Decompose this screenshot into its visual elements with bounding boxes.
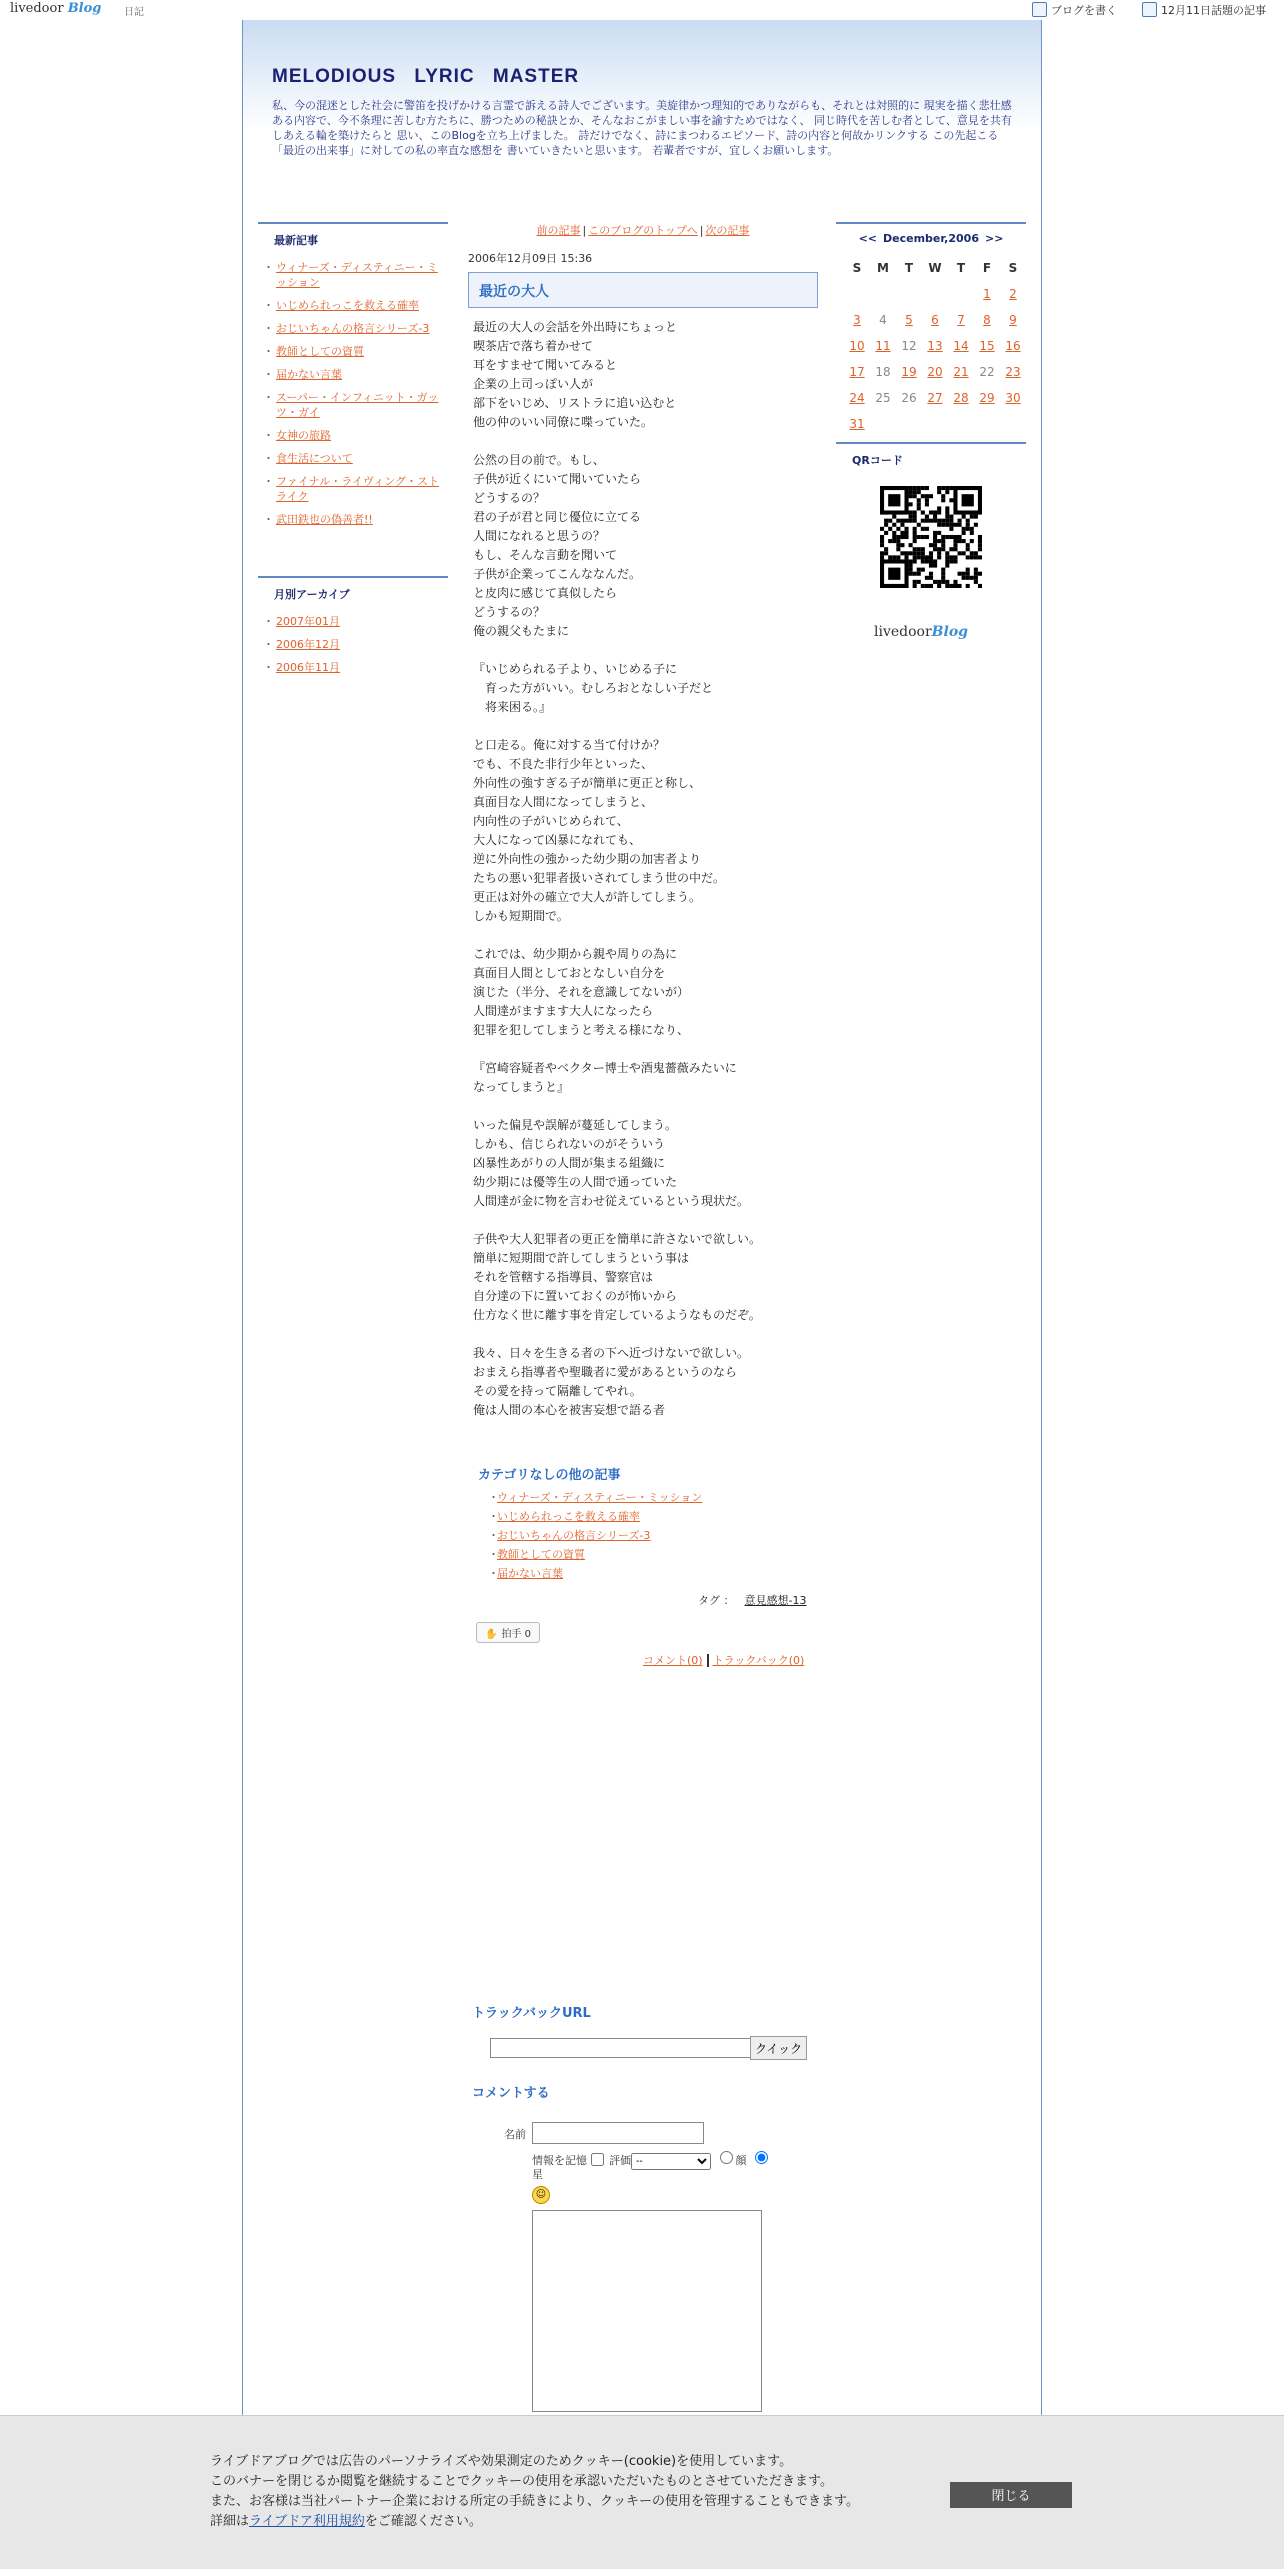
cookie-line-1: ライブドアブログでは広告のパーソナライズや効果測定のためクッキー(cookie)を使用しています。 — [210, 2454, 793, 2469]
rating-select[interactable] — [631, 2153, 711, 2170]
calendar-week-row — [844, 411, 1026, 437]
calendar-day-link[interactable]: 10 — [849, 339, 865, 353]
entry-paragraph: と口走る。俺に対する当て付けか？ でも、不良た非行少年といった、 外向性の強すぎる子が簡単に更正と称し、 真面目な人間になってしまうと、 内向性の子がいじめられて、 大人になって凶暴になれても、 逆に外向性の強かった幼少期の加害者より たちの悪い犯罪者扱いされてしまう世の中だ。 更正は対外の確立で大人が許してしまう。 しかも短期間で。 — [473, 738, 726, 923]
face-radio[interactable] — [720, 2151, 733, 2164]
calendar-day — [922, 359, 948, 385]
calendar-day — [896, 307, 922, 333]
calendar-day-link[interactable]: 28 — [953, 391, 969, 405]
star-radio[interactable] — [755, 2151, 768, 2164]
recent-post-item — [266, 367, 448, 382]
topic-link[interactable] — [1142, 2, 1266, 18]
cookie-line-4-post: をご確認ください。 — [364, 2514, 482, 2529]
archive-item — [266, 660, 448, 675]
calendar-weekday-row — [844, 255, 1026, 281]
other-post-item — [488, 1566, 702, 1581]
recent-post-link[interactable]: 届かない言葉 — [276, 368, 342, 381]
other-post-item — [488, 1528, 702, 1543]
calendar-day: 25 — [875, 391, 891, 405]
other-post-link[interactable]: いじめられっこを救える確率 — [497, 1510, 640, 1523]
calendar-next-link[interactable]: >> — [984, 232, 1004, 245]
calendar-day-link[interactable]: 3 — [853, 313, 861, 327]
calendar-day — [948, 281, 974, 307]
calendar-day-link[interactable]: 6 — [931, 313, 939, 327]
calendar-day-link[interactable]: 31 — [849, 417, 865, 431]
calendar-day-link[interactable]: 2 — [1009, 287, 1017, 301]
calendar-day-link[interactable]: 9 — [1009, 313, 1017, 327]
calendar-day — [974, 385, 1000, 411]
tag-link[interactable]: 意見感想-13 — [744, 1594, 807, 1607]
livedoor-blog-logo[interactable] — [10, 1, 101, 16]
calendar-day — [1000, 307, 1026, 333]
calendar-day-link[interactable]: 14 — [953, 339, 969, 353]
comment-options-row — [532, 2148, 771, 2170]
entry-paragraph: 子供や大人犯罪者の更正を簡単に許さないで欲しい。 簡単に短期間で許してしまうという事は それを管轄する指導員、警察官は 自分達の下に置いておくのが怖いから 仕方なく世に離す事を肯定しているようなものだぞ。 — [473, 1232, 762, 1322]
calendar-weekday: S — [1008, 261, 1018, 275]
topic-label: 12月11日話題の記事 — [1161, 4, 1266, 17]
nikki-label: 日記 — [124, 7, 144, 18]
comment-trackback-links — [643, 1652, 804, 1668]
archive-link[interactable]: 2007年01月 — [276, 615, 340, 628]
livedoor-blog-logo-sidebar[interactable] — [874, 624, 968, 640]
calendar-day — [1000, 385, 1026, 411]
entry-paragraph: これでは、幼少期から親や周りの為に 真面目人間としておとなしい自分を 演じた（半分、それを意識してないが） 人間達がますます大人になったら 犯罪を犯してしまうと考える様になり、 — [473, 947, 690, 1037]
remember-checkbox[interactable] — [591, 2153, 604, 2166]
calendar-weekday: W — [928, 261, 942, 275]
calendar-week-row — [844, 307, 1026, 333]
emoji-icon[interactable]: ☺ — [532, 2186, 550, 2204]
entry-body — [473, 318, 813, 1439]
calendar-day — [948, 359, 974, 385]
calendar-day — [844, 359, 870, 385]
calendar-month: December,2006 — [883, 232, 979, 245]
next-entry-link[interactable]: 次の記事 — [705, 224, 750, 237]
calendar-day-link[interactable]: 23 — [1005, 365, 1021, 379]
calendar-day-link[interactable]: 16 — [1005, 339, 1021, 353]
calendar-week-row — [844, 385, 1026, 411]
face-label: 顔 — [735, 2154, 747, 2167]
archive-link[interactable]: 2006年12月 — [276, 638, 340, 651]
cookie-close-button[interactable]: 閉じる — [950, 2482, 1072, 2508]
clap-hands-icon: ✋ — [485, 1629, 498, 1640]
calendar-week-row — [844, 359, 1026, 385]
other-post-link[interactable]: 届かない言葉 — [497, 1567, 563, 1580]
calendar-box — [836, 222, 1026, 437]
other-post-link[interactable]: ウィナーズ・ディスティニー・ミッション — [497, 1491, 703, 1504]
recent-post-item — [266, 298, 448, 313]
calendar-day — [922, 411, 948, 437]
link-separator — [707, 1654, 709, 1667]
calendar-weekday: M — [877, 261, 889, 275]
cookie-text — [210, 2452, 859, 2532]
entry-paragraph: 最近の大人の会話を外出時にちょっと 喫茶店で落ち着かせて 耳をすませて聞いてみると 企業の上司っぽい人が 部下をいじめ、リストラに追い込むと 他の仲のいい同僚に喋っていた。 — [473, 320, 678, 429]
qr-box — [836, 442, 1026, 468]
calendar-day: 4 — [879, 313, 887, 327]
calendar-day — [922, 281, 948, 307]
other-post-item — [488, 1509, 702, 1524]
calendar-day — [974, 307, 1000, 333]
recent-post-link[interactable]: おじいちゃんの格言シリーズ-3 — [276, 322, 430, 335]
recent-post-link[interactable]: 女神の旅路 — [276, 429, 331, 442]
calendar-day — [974, 411, 1000, 437]
cookie-line-2: このバナーを閉じるか閲覧を継続することでクッキーの使用を承認いただいたものとさせていただきます。 — [210, 2474, 833, 2489]
calendar-day-link[interactable]: 13 — [927, 339, 943, 353]
calendar-day — [844, 281, 870, 307]
blog-top-link[interactable]: このブログのトップへ — [588, 224, 698, 237]
calendar-day — [1000, 359, 1026, 385]
archive-item — [266, 614, 448, 629]
entry-paragraph: 公然の目の前で。もし、 子供が近くにいて聞いていたら どうするの？ 君の子が君と同じ優位に立てる 人間になれると思うの？ もし、そんな言動を聞いて 子供が企業ってこんななんだ。 と皮肉に感じて真似したら どうするの？ 俺の親父もたまに — [473, 453, 642, 638]
comment-count-link[interactable]: コメント(0) — [643, 1654, 703, 1667]
calendar-day — [922, 333, 948, 359]
calendar-week-row — [844, 281, 1026, 307]
qr-heading: QRコード — [852, 454, 903, 467]
entry-paragraph: いった偏見や誤解が蔓延してしまう。 しかも、信じられないのがそういう 凶暴性あがりの人間が集まる組織に 幼少期には優等生の人間で通っていた 人間達が金に物を言わせ従えているという現状だ。 — [473, 1118, 750, 1208]
recent-post-link[interactable]: いじめられっこを救える確率 — [276, 299, 419, 312]
comment-body-textarea[interactable] — [532, 2210, 762, 2412]
calendar-body — [844, 281, 1026, 437]
comment-heading: コメントする — [472, 2086, 550, 2101]
calendar-day — [948, 307, 974, 333]
entry-title[interactable]: 最近の大人 — [479, 284, 549, 300]
remember-label: 情報を記憶 — [532, 2154, 587, 2167]
recent-post-link[interactable]: 武田鉄也の偽善者!! — [276, 513, 373, 526]
calendar-day — [870, 333, 896, 359]
logo-blog-text: Blog — [67, 1, 102, 16]
calendar-weekday: S — [852, 261, 862, 275]
blog-title[interactable]: MELODIOUS LYRIC MASTER — [272, 66, 580, 87]
clap-label: 拍手 — [501, 1629, 522, 1640]
calendar-day-link[interactable]: 30 — [1005, 391, 1021, 405]
calendar-day-link[interactable]: 11 — [875, 339, 891, 353]
sidebar-logo-text: livedoor — [874, 624, 932, 640]
calendar-day-link[interactable]: 24 — [849, 391, 865, 405]
other-post-link[interactable]: おじいちゃんの格言シリーズ-3 — [497, 1529, 651, 1542]
rating-label: 評価 — [609, 2154, 631, 2167]
calendar-day — [844, 307, 870, 333]
trackback-url-input[interactable] — [490, 2038, 752, 2058]
terms-link[interactable]: ライブドア利用規約 — [249, 2514, 365, 2529]
calendar-day — [948, 385, 974, 411]
archive-item — [266, 637, 448, 652]
calendar-day-link[interactable]: 21 — [953, 365, 969, 379]
other-post-item — [488, 1547, 702, 1562]
archive-link[interactable]: 2006年11月 — [276, 661, 340, 674]
logo-text: livedoor — [10, 1, 64, 16]
calendar-day — [896, 281, 922, 307]
prev-entry-link[interactable]: 前の記事 — [536, 224, 581, 237]
qr-code-icon — [880, 486, 982, 588]
recent-posts-box — [258, 222, 448, 535]
calendar-day — [896, 411, 922, 437]
calendar-day — [1000, 411, 1026, 437]
other-posts-heading: カテゴリなしの他の記事 — [478, 1468, 621, 1483]
recent-post-item — [266, 344, 448, 359]
archive-list — [258, 614, 448, 675]
calendar-day — [844, 385, 870, 411]
recent-post-link[interactable]: ウィナーズ・ディスティニー・ミッション — [276, 261, 438, 289]
recent-post-item — [266, 474, 448, 504]
calendar-day — [948, 411, 974, 437]
entry-navigation — [468, 222, 818, 238]
entry-date: 2006年12月09日 15:36 — [468, 252, 593, 265]
calendar-day — [974, 333, 1000, 359]
recent-post-item — [266, 260, 448, 290]
calendar-day — [1000, 333, 1026, 359]
other-post-item — [488, 1490, 702, 1505]
entry-paragraph: 『いじめられる子より、いじめる子に 育った方がいい。むしろおとなしい子だと 将来困る。』 — [473, 662, 714, 714]
archive-box — [258, 576, 448, 683]
write-blog-label: ブログを書く — [1051, 4, 1117, 17]
trackback-count-link[interactable]: トラックバック(0) — [712, 1654, 805, 1667]
calendar-day — [922, 385, 948, 411]
name-input[interactable] — [532, 2122, 704, 2144]
calendar-day-link[interactable]: 5 — [905, 313, 913, 327]
other-posts-list — [488, 1490, 702, 1585]
calendar-day — [844, 411, 870, 437]
calendar-day — [870, 281, 896, 307]
recent-posts-list — [258, 260, 448, 527]
calendar-day — [1000, 281, 1026, 307]
calendar-day — [974, 281, 1000, 307]
other-post-link[interactable]: 教師としての資質 — [497, 1548, 585, 1561]
recent-post-link[interactable]: 教師としての資質 — [276, 345, 364, 358]
entry-paragraph: 我々、日々を生きる者の下へ近づけないで欲しい。 おまえら指導者や聖職者に愛があるというのなら その愛を持って隔離してやれ。 俺は人間の本心を被害妄想で語る者 — [473, 1346, 750, 1417]
sidebar-logo-blog-text: Blog — [931, 624, 968, 640]
calendar-prev-link[interactable]: << — [858, 232, 877, 245]
calendar-icon — [1142, 2, 1157, 17]
calendar-weekday: F — [982, 261, 992, 275]
calendar-day — [948, 333, 974, 359]
calendar-day-link[interactable]: 17 — [849, 365, 865, 379]
recent-post-item — [266, 321, 448, 336]
calendar-day-link[interactable]: 20 — [927, 365, 943, 379]
write-blog-link[interactable] — [1032, 2, 1117, 18]
calendar-day: 12 — [901, 339, 917, 353]
cookie-line-4-pre: 詳細は — [210, 2514, 250, 2529]
cookie-line-3: また、お客様は当社パートナー企業における所定の手続きにより、クッキーの使用を管理することもできます。 — [210, 2494, 859, 2509]
quick-button[interactable]: クイック — [750, 2036, 807, 2060]
recent-post-link[interactable]: 食生活について — [276, 452, 353, 465]
nav-separator: | — [582, 224, 587, 237]
name-label: 名前 — [504, 2128, 526, 2141]
recent-posts-heading: 最新記事 — [274, 234, 318, 247]
calendar-day — [896, 359, 922, 385]
clap-button[interactable] — [476, 1622, 540, 1643]
pencil-icon — [1032, 2, 1047, 17]
calendar-day-link[interactable]: 7 — [957, 313, 965, 327]
calendar-weekday: T — [904, 261, 914, 275]
calendar-day — [870, 411, 896, 437]
trackback-url-heading: トラックバックURL — [472, 2006, 591, 2021]
entry-paragraph: 『宮崎容疑者やベクター博士や酒鬼薔薇みたいに なってしまうと』 — [473, 1061, 737, 1094]
calendar-header — [836, 232, 1026, 245]
recent-post-link[interactable]: スーパー・インフィニット・ガッツ・ガイ — [276, 391, 439, 419]
calendar-day-link[interactable]: 29 — [979, 391, 995, 405]
calendar-day-link[interactable]: 19 — [901, 365, 917, 379]
cookie-line-4 — [210, 2512, 859, 2532]
recent-post-item — [266, 512, 448, 527]
calendar-day — [844, 333, 870, 359]
star-label: 星 — [532, 2168, 543, 2181]
calendar-day: 22 — [979, 365, 995, 379]
recent-post-item — [266, 451, 448, 466]
blog-description: 私、今の混迷とした社会に警笛を投げかける言霊で訴える詩人でございます。美旋律かつ理知的でありながらも、それとは対照的に 現実を描く悲壮感ある内容で、今不条理に苦しむ方たちに、勝つための秘訣とか、そんなおこがましい事を諭すためではなく、 同じ時代を苦しむ者として、意見を共有しあえる輪を築けたらと 思い、このBlogを立ち上げました。 詩だけでなく、詩にまつわるエピソード、詩の内容と何故かリンクする この先起こる「最近の出来事」に対しての私の率直な感想を 書いていきたいと思います。 若輩者ですが、宜しくお願いします。 — [272, 99, 1012, 157]
calendar-week-row — [844, 333, 1026, 359]
calendar-weekday: T — [956, 261, 966, 275]
calendar-day: 18 — [875, 365, 891, 379]
recent-post-link[interactable]: ファイナル・ライヴィング・ストライク — [276, 475, 440, 503]
calendar-day-link[interactable]: 1 — [983, 287, 991, 301]
tag-label: タグ ： — [698, 1594, 735, 1607]
calendar-table — [844, 255, 1026, 437]
top-bar — [0, 0, 1284, 20]
clap-count: 0 — [524, 1629, 532, 1640]
calendar-day: 26 — [901, 391, 917, 405]
archive-heading: 月別アーカイブ — [274, 588, 350, 601]
nav-separator: | — [699, 224, 704, 237]
calendar-day-link[interactable]: 27 — [927, 391, 943, 405]
calendar-day — [922, 307, 948, 333]
recent-post-item — [266, 428, 448, 443]
calendar-day-link[interactable]: 15 — [979, 339, 995, 353]
calendar-day-link[interactable]: 8 — [983, 313, 991, 327]
recent-post-item — [266, 390, 448, 420]
tag-row — [698, 1592, 806, 1608]
